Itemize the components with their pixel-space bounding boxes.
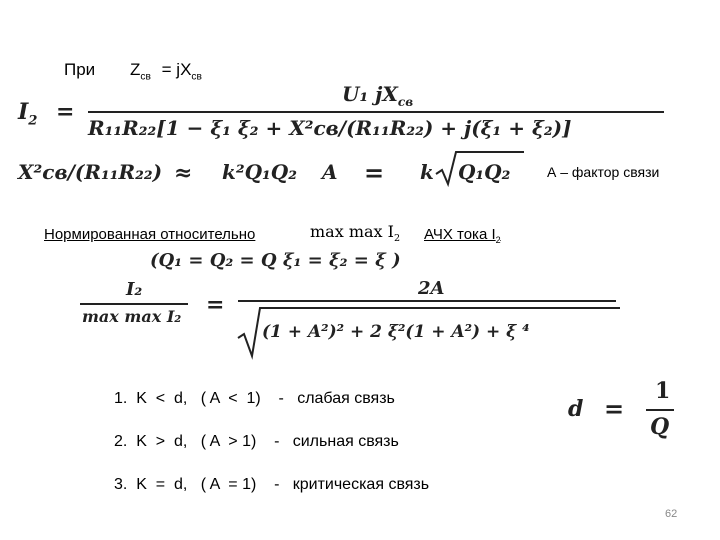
- formula3-num-left: I₂: [126, 279, 143, 300]
- formula1-numerator: U₁ $jX_{св}$: [342, 82, 414, 109]
- normalized-label-left: Нормированная относительно: [44, 226, 256, 243]
- normalized-condition: (Q₁ = Q₂ = Q ξ₁ = ξ₂ = ξ ): [150, 250, 401, 271]
- formula3-den-left: max max I₂: [82, 307, 182, 326]
- formula2-equals: =: [364, 158, 385, 187]
- formula2-k: k: [420, 160, 434, 184]
- page-number: 62: [665, 508, 678, 520]
- formula3-num-right: 2A: [418, 278, 445, 299]
- list-item-strong: 2. K > d, ( A > 1) - сильная связь: [114, 433, 399, 450]
- list-item-critical: 3. K = d, ( A = 1) - критическая связь: [114, 476, 430, 493]
- d-numerator: 1: [655, 378, 671, 404]
- formula1-equals: =: [56, 99, 75, 125]
- d-fraction-bar: [646, 409, 674, 411]
- formula3-left-bar: [80, 303, 188, 305]
- formula2-approx: ≈: [174, 160, 193, 186]
- x-subscript: св: [191, 71, 202, 83]
- formula2-k2q1q2: k²Q₁Q₂: [222, 160, 297, 184]
- intro-pri: При: [64, 60, 96, 79]
- zsv-expression: [130, 60, 202, 82]
- d-denominator: Q: [650, 414, 670, 440]
- jx-expression: = jX: [161, 60, 192, 79]
- maxmax-expression: $\max \max I_2$: [310, 222, 401, 245]
- formula2-A: A: [322, 160, 338, 184]
- formula2-lhs: X²св/(R₁₁R₂₂): [18, 160, 163, 184]
- coupling-factor-note: А – фактор связи: [547, 164, 660, 180]
- normalized-label-right: АЧХ тока $I_2$: [424, 226, 501, 245]
- formula3-right-bar: [238, 300, 616, 302]
- formula1-lhs: $I_2$: [18, 99, 38, 129]
- formula1-denominator: R₁₁R₂₂[1 − ξ₁ ξ₂ + X²св/(R₁₁R₂₂) + j(ξ₁ + ξ₂)]: [88, 116, 572, 140]
- formula1-fraction-bar: [88, 111, 664, 113]
- d-equals: =: [604, 394, 625, 423]
- formula2-sqrt-body: Q₁Q₂: [458, 160, 511, 184]
- z-subscript: св: [140, 71, 151, 83]
- d-symbol: d: [568, 396, 584, 422]
- z-symbol: Z: [130, 60, 141, 79]
- formula3-equals: =: [206, 292, 225, 318]
- formula3-den-right: (1 + A²)² + 2 ξ²(1 + A²) + ξ ⁴: [262, 322, 530, 342]
- list-item-weak: 1. K < d, ( A < 1) - слабая связь: [114, 390, 395, 407]
